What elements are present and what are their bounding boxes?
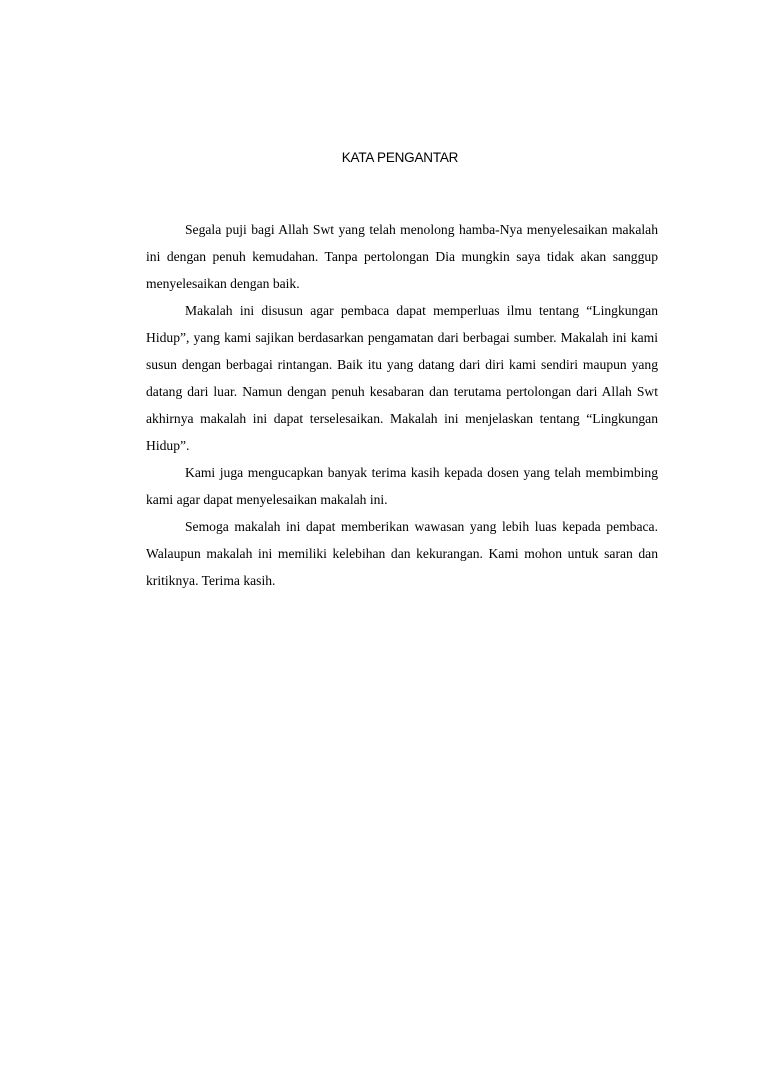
body-text	[146, 216, 658, 594]
paragraph-1: Segala puji bagi Allah Swt yang telah menolong hamba-Nya menyelesaikan makalah ini dengan penuh kemudahan. Tanpa pertolongan Dia mungkin saya tidak akan sanggup menyelesaikan dengan baik.	[146, 222, 658, 291]
paragraph-4: Semoga makalah ini dapat memberikan wawasan yang lebih luas kepada pembaca. Walaupun makalah ini memiliki kelebihan dan kekurangan. Kami mohon untuk saran dan kritiknya. Terima kasih.	[146, 519, 658, 588]
paragraph-3: Kami juga mengucapkan banyak terima kasih kepada dosen yang telah membimbing kami agar dapat menyelesaikan makalah ini.	[146, 465, 658, 507]
page-title: KATA PENGANTAR	[341, 150, 459, 165]
paragraph-2: Makalah ini disusun agar pembaca dapat memperluas ilmu tentang “Lingkungan Hidup”, yang kami sajikan berdasarkan pengamatan dari berbagai sumber. Makalah ini kami susun dengan berbagai rintangan. Baik itu yang datang dari diri kami sendiri maupun yang datang dari luar. Namun dengan penuh kesabaran dan terutama pertolongan dari Allah Swt akhirnya makalah ini dapat terselesaikan. Makalah ini menjelaskan tentang “Lingkungan Hidup”.	[146, 303, 658, 453]
